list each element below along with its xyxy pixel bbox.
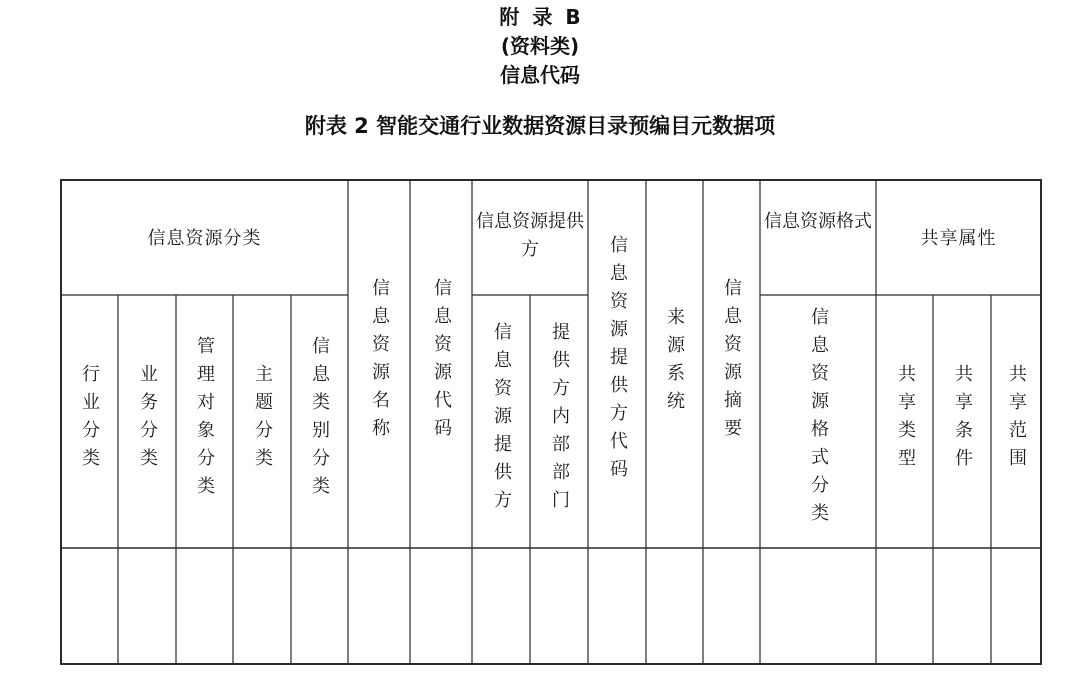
column-header-share-type: 共享类型: [895, 364, 916, 476]
column-header-resource-code: 信息资源代码: [431, 278, 452, 446]
appendix-subject: 信息代码: [500, 63, 580, 87]
appendix-category: (资料类): [500, 34, 580, 58]
column-header-industry: 行业分类: [79, 364, 100, 476]
group-header-classification: 信息资源分类: [147, 228, 262, 249]
column-header-format-class: 信息资源格式分类: [808, 307, 829, 531]
group-header-sharing: 共享属性: [920, 228, 997, 249]
table-title: 附表 2 智能交通行业数据资源目录预编目元数据项: [304, 114, 776, 138]
column-header-share-condition: 共享条件: [952, 364, 973, 476]
column-header-resource-name: 信息资源名称: [369, 278, 390, 446]
column-header-share-scope: 共享范围: [1006, 364, 1027, 476]
column-header-theme: 主题分类: [252, 364, 273, 476]
column-header-business: 业务分类: [137, 364, 158, 476]
group-header-format: 信息资源格式: [764, 211, 872, 232]
column-header-source-system: 来源系统: [664, 307, 685, 419]
group-header-provider: 信息资源提供方: [476, 211, 584, 260]
column-header-provider-org: 信息资源提供方: [491, 322, 512, 518]
column-header-provider-code: 信息资源提供方代码: [607, 235, 628, 487]
column-header-resource-summary: 信息资源摘要: [721, 278, 742, 446]
column-header-info-type: 信息类别分类: [309, 336, 330, 504]
appendix-label: 附 录 B: [499, 5, 581, 29]
column-header-provider-dept: 提供方内部部门: [549, 322, 570, 518]
column-header-management-object: 管理对象分类: [194, 336, 215, 504]
